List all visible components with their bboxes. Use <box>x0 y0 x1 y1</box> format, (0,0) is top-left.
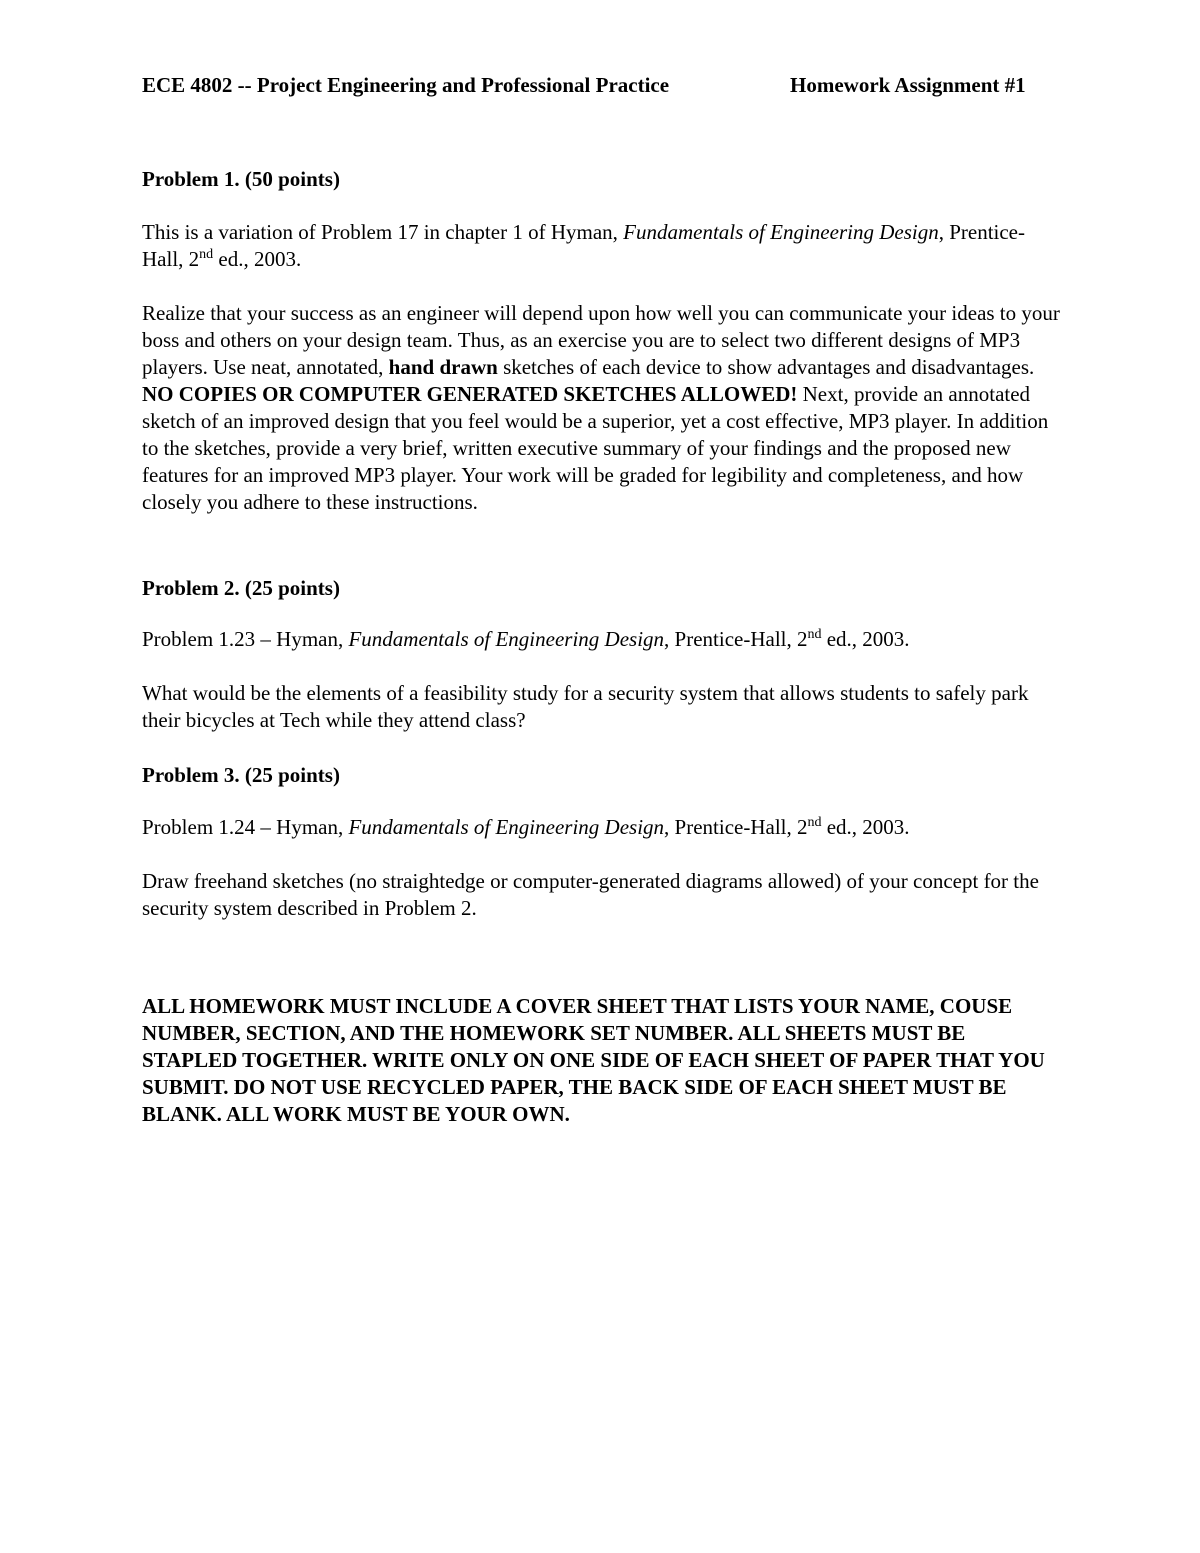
book-title: Fundamentals of Engineering Design <box>348 627 665 651</box>
reference-edition: ed., 2003. <box>821 815 910 839</box>
book-title: Fundamentals of Engineering Design <box>623 220 939 244</box>
body-text: sketches of each device to show advantages and disadvantages. <box>497 355 1035 379</box>
edition-superscript: nd <box>199 247 214 262</box>
problem-3-heading: Problem 3. (25 points) <box>142 763 340 787</box>
page-header <box>142 72 1062 99</box>
reference-text: Problem 1.23 – Hyman, <box>142 627 349 651</box>
body-warning: NO COPIES OR COMPUTER GENERATED SKETCHES ALLOWED! <box>142 382 798 406</box>
body-text: Realize that your success as an engineer will depend upon how well you can communicate your ideas to your boss and others on your design team. Thus, as an exercise you are to select two different designs of MP3 players. Use neat, annotated, <box>142 301 1060 379</box>
submission-notice: ALL HOMEWORK MUST INCLUDE A COVER SHEET THAT LISTS YOUR NAME, COUSE NUMBER, SECTION, AND THE HOMEWORK SET NUMBER. ALL SHEETS MUST BE STAPLED TOGETHER. WRITE ONLY ON ONE SIDE OF EACH SHEET OF PAPER THAT YOU SUBMIT. DO NOT USE RECYCLED PAPER, THE BACK SIDE OF EACH SHEET MUST BE BLANK. ALL WORK MUST BE YOUR OWN. <box>142 994 1045 1126</box>
intro-text: This is a variation of Problem 17 in chapter 1 of Hyman, <box>142 220 624 244</box>
assignment-title: Homework Assignment #1 <box>790 73 1026 97</box>
edition-superscript: nd <box>807 815 822 830</box>
problem-2-question: What would be the elements of a feasibility study for a security system that allows students to safely park their bicycles at Tech while they attend class? <box>142 681 1029 732</box>
body-emphasis: hand drawn <box>388 355 498 379</box>
intro-publisher: , Prentice-Hall, 2 <box>142 220 1025 271</box>
problem-3-question: Draw freehand sketches (no straightedge or computer-generated diagrams allowed) of your concept for the security system described in Problem 2. <box>142 869 1039 920</box>
problem-1-heading: Problem 1. (50 points) <box>142 167 340 191</box>
problem-3-reference <box>142 814 1062 841</box>
course-title: ECE 4802 -- Project Engineering and Professional Practice <box>142 73 670 97</box>
problem-2-reference <box>142 626 1062 653</box>
reference-publisher: , Prentice-Hall, 2 <box>664 815 808 839</box>
reference-edition: ed., 2003. <box>821 627 910 651</box>
reference-publisher: , Prentice-Hall, 2 <box>664 627 808 651</box>
problem-2-heading: Problem 2. (25 points) <box>142 576 340 600</box>
body-text: Next, provide an annotated sketch of an improved design that you feel would be a superior, yet a cost effective, MP3 player. In addition to the sketches, provide a very brief, written executive summary of your findings and the proposed new features for an improved MP3 player. Your work will be graded for legibility and completeness, and how closely you adhere to these instructions. <box>142 382 1049 514</box>
reference-text: Problem 1.24 – Hyman, <box>142 815 349 839</box>
book-title: Fundamentals of Engineering Design <box>348 815 665 839</box>
intro-edition: ed., 2003. <box>213 247 302 271</box>
problem-1-body <box>142 300 1062 516</box>
problem-1-intro <box>142 219 1062 273</box>
edition-superscript: nd <box>807 627 822 642</box>
